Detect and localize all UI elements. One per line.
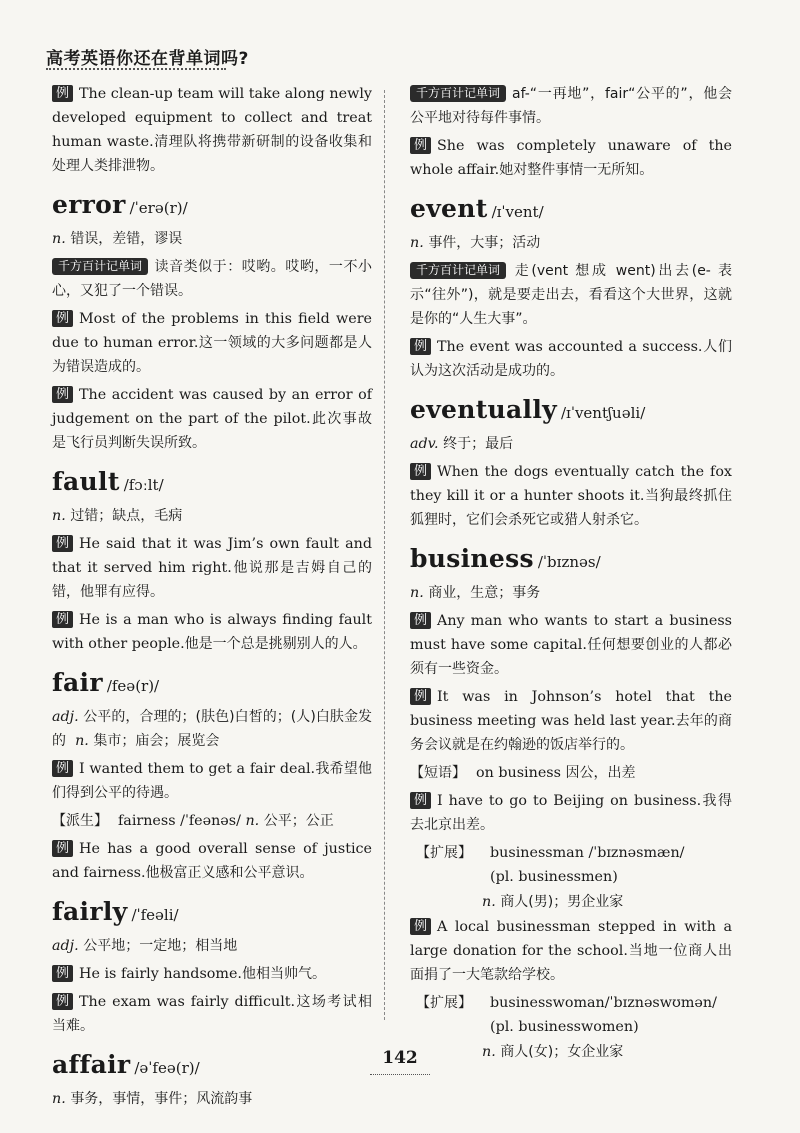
example-sentence xyxy=(52,608,372,656)
example-cn: 这场考试相当难。 xyxy=(52,994,372,1034)
entry-heading-fault xyxy=(52,467,372,500)
example-cn: 他极富正义感和公平意识。 xyxy=(145,865,314,881)
part-of-speech: n. xyxy=(482,894,496,910)
phrase xyxy=(410,761,732,785)
headword: fairly xyxy=(52,897,128,926)
example-sentence xyxy=(410,789,732,837)
memory-tip xyxy=(410,82,732,130)
page-header-title: 高考英语你还在背单词吗? xyxy=(46,49,249,69)
example-tag: 例 xyxy=(52,611,73,628)
phrase-text: on business xyxy=(476,765,561,781)
memory-tip-text: 走(vent 想成 went)出去(e- 表示“往外”)，就是要走出去，看看这个大世界，这就是你的“人生大事”。 xyxy=(410,263,732,327)
headword: business xyxy=(410,544,534,573)
example-sentence xyxy=(52,757,372,805)
part-of-speech: n. xyxy=(75,733,89,749)
header-dotted-rule xyxy=(46,68,226,70)
definition xyxy=(52,227,372,251)
example-sentence xyxy=(410,915,732,987)
extension-businessman xyxy=(410,841,732,889)
example-cn: 他相当帅气。 xyxy=(241,966,326,982)
part-of-speech: adv. xyxy=(410,436,439,452)
entry-heading-error xyxy=(52,190,372,223)
derivative-tag: 【派生】 xyxy=(52,813,108,829)
part-of-speech: adj. xyxy=(52,709,79,725)
extension-definition-row xyxy=(410,889,732,915)
example-en: Most of the problems in this field were due to human error. xyxy=(52,311,372,351)
example-tag: 例 xyxy=(410,688,431,705)
example-en: The exam was fairly difficult. xyxy=(79,994,296,1010)
example-cn: 此次事故是飞行员判断失误所致。 xyxy=(52,411,372,451)
page-number: 142 xyxy=(382,1048,418,1068)
extension-plural: (pl. businessmen) xyxy=(490,869,618,885)
entry-heading-business xyxy=(410,544,732,577)
example-tag: 例 xyxy=(52,310,73,327)
example-en: The accident was caused by an error of judgement on the part of the pilot. xyxy=(52,387,372,427)
example-tag: 例 xyxy=(410,463,431,480)
part-of-speech: n. xyxy=(482,1044,496,1060)
phonetic: /əˈfeə(r)/ xyxy=(134,1059,200,1077)
example-tag: 例 xyxy=(52,760,73,777)
example-sentence xyxy=(52,962,372,986)
derivative-word: fairness xyxy=(118,813,176,829)
part-of-speech: n. xyxy=(245,813,260,829)
extension-plural: (pl. businesswomen) xyxy=(490,1019,639,1035)
example-cn: 任何想要创业的人都必须有一些资金。 xyxy=(410,637,732,677)
definition-text: 错误，差错，谬误 xyxy=(70,231,183,247)
example-sentence xyxy=(410,609,732,681)
example-en: Any man who wants to start a business must have some capital. xyxy=(410,613,732,653)
definition xyxy=(410,231,732,255)
example-en: The clean-up team will take along newly developed equipment to collect and treat human waste. xyxy=(52,86,372,150)
phrase-tag: 【短语】 xyxy=(410,765,466,781)
phonetic: /fɔːlt/ xyxy=(123,476,164,494)
extension-word: businessman /ˈbɪznəsmæn/ xyxy=(490,845,685,861)
extension-definition: 商人(男)；男企业家 xyxy=(500,894,624,910)
left-column xyxy=(52,82,372,1113)
example-en: He said that it was Jim’s own fault and that it served him right. xyxy=(52,536,372,576)
definition-text: 商业，生意；事务 xyxy=(428,585,541,601)
definition-text: 公平的，合理的；(肤色)白皙的；(人)白肤金发的 xyxy=(52,709,372,749)
part-of-speech: n. xyxy=(410,585,424,601)
entry-heading-fairly xyxy=(52,897,372,930)
example-cn: 去年的商务会议就是在约翰逊的饭店举行的。 xyxy=(410,713,733,753)
example-tag: 例 xyxy=(52,85,73,102)
definition-text: 过错；缺点，毛病 xyxy=(70,508,183,524)
right-column xyxy=(410,82,732,1065)
extension-tag: 【扩展】 xyxy=(416,995,472,1011)
entry-heading-eventually xyxy=(410,395,732,428)
part-of-speech: n. xyxy=(52,508,66,524)
example-cn: 我得去北京出差。 xyxy=(410,793,732,833)
derivative-phonetic: /ˈfeənəs/ xyxy=(180,813,241,829)
definition xyxy=(52,504,372,528)
entry-heading-fair xyxy=(52,668,372,701)
definition xyxy=(52,705,372,753)
example-cn: 清理队将携带新研制的设备收集和处理人类排泄物。 xyxy=(52,134,372,174)
definition xyxy=(52,934,372,958)
definition-text: 集市；庙会；展览会 xyxy=(93,733,220,749)
example-cn: 他是一个总是挑剔别人的人。 xyxy=(184,636,367,652)
extension-body xyxy=(490,991,717,1039)
memory-tip-text: 读音类似于：哎哟。哎哟，一不小心，又犯了一个错误。 xyxy=(52,259,372,299)
definition xyxy=(410,432,732,456)
extension-definition: 商人(女)；女企业家 xyxy=(500,1044,624,1060)
definition-text: 事件，大事；活动 xyxy=(428,235,541,251)
example-en: It was in Johnson’s hotel that the business meeting was held last year. xyxy=(410,689,732,729)
example-tag: 例 xyxy=(410,792,431,809)
example-cn: 他说那是吉姆自己的错，他罪有应得。 xyxy=(52,560,373,600)
memory-tip-tag: 千方百计记单词 xyxy=(410,262,506,279)
example-sentence xyxy=(410,685,732,757)
example-cn: 她对整件事情一无所知。 xyxy=(499,162,654,178)
example-sentence xyxy=(52,532,372,604)
phonetic: /ˈbɪznəs/ xyxy=(537,553,601,571)
phrase-definition: 因公，出差 xyxy=(565,765,636,781)
example-tag: 例 xyxy=(52,993,73,1010)
example-tag: 例 xyxy=(410,612,431,629)
example-tag: 例 xyxy=(410,137,431,154)
phonetic: /ɪˈvent/ xyxy=(491,203,544,221)
extension-tag: 【扩展】 xyxy=(416,845,472,861)
example-en: He is a man who is always finding fault with other people. xyxy=(52,612,372,652)
definition-text: 事务，事情，事件；风流韵事 xyxy=(70,1091,253,1107)
example-cn: 我希望他们得到公平的待遇。 xyxy=(52,761,373,801)
example-sentence xyxy=(410,335,732,383)
headword: event xyxy=(410,194,488,223)
memory-tip-tag: 千方百计记单词 xyxy=(410,85,506,102)
derivative xyxy=(52,809,372,833)
extension-businesswoman xyxy=(410,991,732,1039)
headword: fault xyxy=(52,467,120,496)
phonetic: /ˈerə(r)/ xyxy=(129,199,188,217)
entry-heading-event xyxy=(410,194,732,227)
example-cn: 当狗最终抓住狐狸时，它们会杀死它或猎人射杀它。 xyxy=(410,488,733,528)
page-number-rule xyxy=(370,1074,430,1075)
example-en: I have to go to Beijing on business. xyxy=(437,793,702,809)
example-cn: 当地一位商人出面捐了一大笔款给学校。 xyxy=(410,943,732,983)
example-sentence xyxy=(52,837,372,885)
memory-tip xyxy=(52,255,372,303)
part-of-speech: n. xyxy=(52,231,66,247)
part-of-speech: n. xyxy=(52,1091,66,1107)
phonetic: /feə(r)/ xyxy=(106,677,160,695)
example-tag: 例 xyxy=(52,840,73,857)
definition xyxy=(52,1087,372,1111)
example-en: She was completely unaware of the whole affair. xyxy=(410,138,732,178)
memory-tip-text: af-“一再地”，fair“公平的”，他会公平地对待每件事情。 xyxy=(410,86,732,126)
part-of-speech: adj. xyxy=(52,938,79,954)
example-en: A local businessman stepped in with a large donation for the school. xyxy=(410,919,732,959)
example-en: I wanted them to get a fair deal. xyxy=(79,761,316,777)
example-tag: 例 xyxy=(410,338,431,355)
example-sentence xyxy=(410,460,732,532)
example-sentence xyxy=(52,82,372,178)
example-en: When the dogs eventually catch the fox they kill it or a hunter shoots it. xyxy=(410,464,732,504)
example-tag: 例 xyxy=(410,918,431,935)
extension-word: businesswoman/ˈbɪznəswʊmən/ xyxy=(490,995,717,1011)
definition-text: 公平地；一定地；相当地 xyxy=(83,938,238,954)
headword: fair xyxy=(52,668,103,697)
example-sentence xyxy=(410,134,732,182)
headword: error xyxy=(52,190,126,219)
column-divider xyxy=(384,90,385,1020)
headword: affair xyxy=(52,1050,131,1079)
example-cn: 这一领域的大多问题都是人为错误造成的。 xyxy=(52,335,373,375)
part-of-speech: n. xyxy=(410,235,424,251)
example-sentence xyxy=(52,383,372,455)
phonetic: /ˈfeəli/ xyxy=(131,906,179,924)
definition-text: 终于；最后 xyxy=(443,436,514,452)
headword: eventually xyxy=(410,395,557,424)
derivative-definition: 公平；公正 xyxy=(263,813,334,829)
example-tag: 例 xyxy=(52,386,73,403)
phonetic: /ɪˈventʃuəli/ xyxy=(560,404,646,422)
memory-tip-tag: 千方百计记单词 xyxy=(52,258,148,275)
definition xyxy=(410,581,732,605)
example-sentence xyxy=(52,990,372,1038)
example-sentence xyxy=(52,307,372,379)
example-en: The event was accounted a success. xyxy=(437,339,703,355)
extension-body xyxy=(490,841,684,889)
memory-tip xyxy=(410,259,732,331)
example-en: He is fairly handsome. xyxy=(79,966,242,982)
example-tag: 例 xyxy=(52,965,73,982)
example-tag: 例 xyxy=(52,535,73,552)
example-en: He has a good overall sense of justice and fairness. xyxy=(52,841,372,881)
example-cn: 人们认为这次活动是成功的。 xyxy=(410,339,732,379)
